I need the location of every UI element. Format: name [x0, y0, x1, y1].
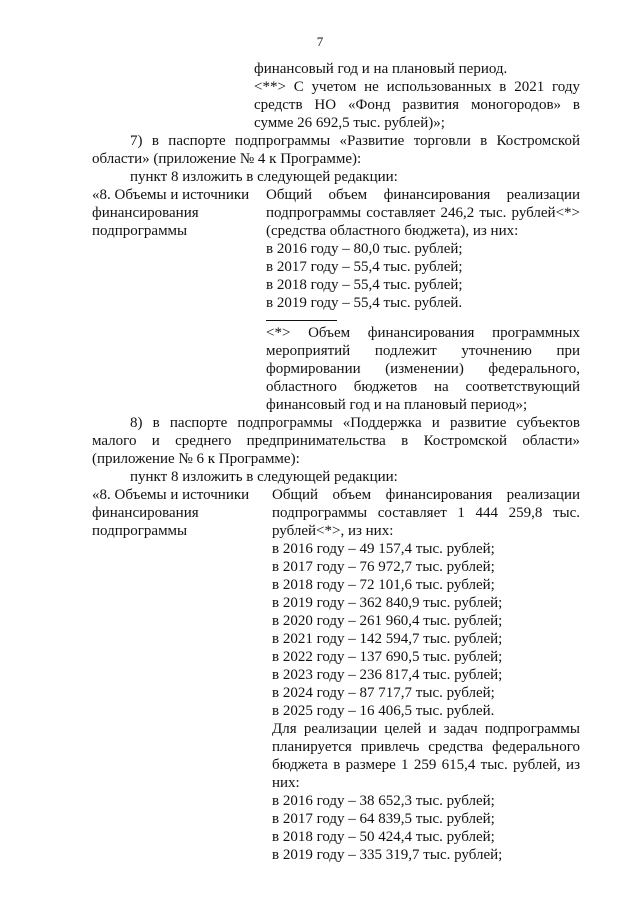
table-right-text: Общий объем финансирования реализации [272, 487, 580, 503]
year-line: в 2021 году – 142 594,7 тыс. рублей; [272, 631, 503, 647]
year-line: в 2017 году – 55,4 тыс. рублей; [266, 259, 463, 275]
federal-funding-text: бюджета в размере 1 259 615,4 тыс. рублей, из [272, 757, 580, 773]
year-line: в 2024 году – 87 717,7 тыс. рублей; [272, 685, 495, 701]
federal-funding-text: планируется привлечь средства федерального [272, 739, 580, 755]
federal-year-line: в 2017 году – 64 839,5 тыс. рублей; [272, 811, 495, 827]
page-number: 7 [316, 34, 324, 49]
federal-year-line: в 2018 году – 50 424,4 тыс. рублей; [272, 829, 495, 845]
year-line: в 2025 году – 16 406,5 тыс. рублей. [272, 703, 495, 719]
item-7-paragraph: 7) в паспорте подпрограммы «Развитие торговли в Костромской [130, 133, 580, 149]
year-line: в 2018 году – 72 101,6 тыс. рублей; [272, 577, 495, 593]
footnote-line: областного бюджетов на соответствующий [266, 379, 580, 395]
table-right-text: подпрограммы составляет 1 444 259,8 тыс. [272, 505, 580, 521]
footnote-2-line: <**> С учетом не использованных в 2021 году [254, 79, 580, 95]
table-left-label: подпрограммы [92, 523, 188, 539]
year-line: в 2020 году – 261 960,4 тыс. рублей; [272, 613, 503, 629]
table-left-label: подпрограммы [92, 223, 188, 239]
footnote-continuation: финансовый год и на плановый период. [254, 61, 508, 77]
item-8-instruction: пункт 8 изложить в следующей редакции: [130, 469, 398, 485]
footnote-2-line: средств НО «Фонд развития моногородов» в [254, 97, 580, 113]
table-right-text: рублей<*>, из них: [272, 523, 394, 539]
table-left-label: «8. Объемы и источники [92, 487, 250, 503]
table-left-label: финансирования [92, 205, 199, 221]
footnote-2-line: сумме 26 692,5 тыс. рублей)»; [254, 115, 445, 131]
footnote-line: финансовый год и на плановый период»; [266, 397, 528, 413]
year-line: в 2023 году – 236 817,4 тыс. рублей; [272, 667, 503, 683]
federal-funding-text: них: [272, 775, 300, 791]
item-7-paragraph: области» (приложение № 4 к Программе): [92, 151, 362, 167]
table-right-text: (средства областного бюджета), из них: [266, 223, 519, 239]
table-left-label: «8. Объемы и источники [92, 187, 250, 203]
footnote-line: мероприятий подлежит уточнению при [266, 343, 580, 359]
footnote-line: <*> Объем финансирования программных [266, 325, 580, 341]
table-right-text: Общий объем финансирования реализации [266, 187, 580, 203]
item-8-paragraph: (приложение № 6 к Программе): [92, 451, 300, 467]
table-right-text: подпрограммы составляет 246,2 тыс. рублей<*> [266, 205, 580, 221]
year-line: в 2018 году – 55,4 тыс. рублей; [266, 277, 463, 293]
federal-year-line: в 2016 году – 38 652,3 тыс. рублей; [272, 793, 495, 809]
year-line: в 2019 году – 362 840,9 тыс. рублей; [272, 595, 503, 611]
item-8-paragraph: 8) в паспорте подпрограммы «Поддержка и развитие субъектов [130, 415, 580, 431]
year-line: в 2017 году – 76 972,7 тыс. рублей; [272, 559, 495, 575]
table-left-label: финансирования [92, 505, 199, 521]
year-line: в 2016 году – 80,0 тыс. рублей; [266, 241, 463, 257]
year-line: в 2019 году – 55,4 тыс. рублей. [266, 295, 463, 311]
footnote-line: формировании (изменении) федерального, [266, 361, 580, 377]
item-7-instruction: пункт 8 изложить в следующей редакции: [130, 169, 398, 185]
footnote-separator [266, 320, 337, 321]
year-line: в 2016 году – 49 157,4 тыс. рублей; [272, 541, 495, 557]
federal-funding-text: Для реализации целей и задач подпрограммы [272, 721, 580, 737]
federal-year-line: в 2019 году – 335 319,7 тыс. рублей; [272, 847, 503, 863]
year-line: в 2022 году – 137 690,5 тыс. рублей; [272, 649, 503, 665]
item-8-paragraph: малого и среднего предпринимательства в Костромской области» [92, 433, 580, 449]
